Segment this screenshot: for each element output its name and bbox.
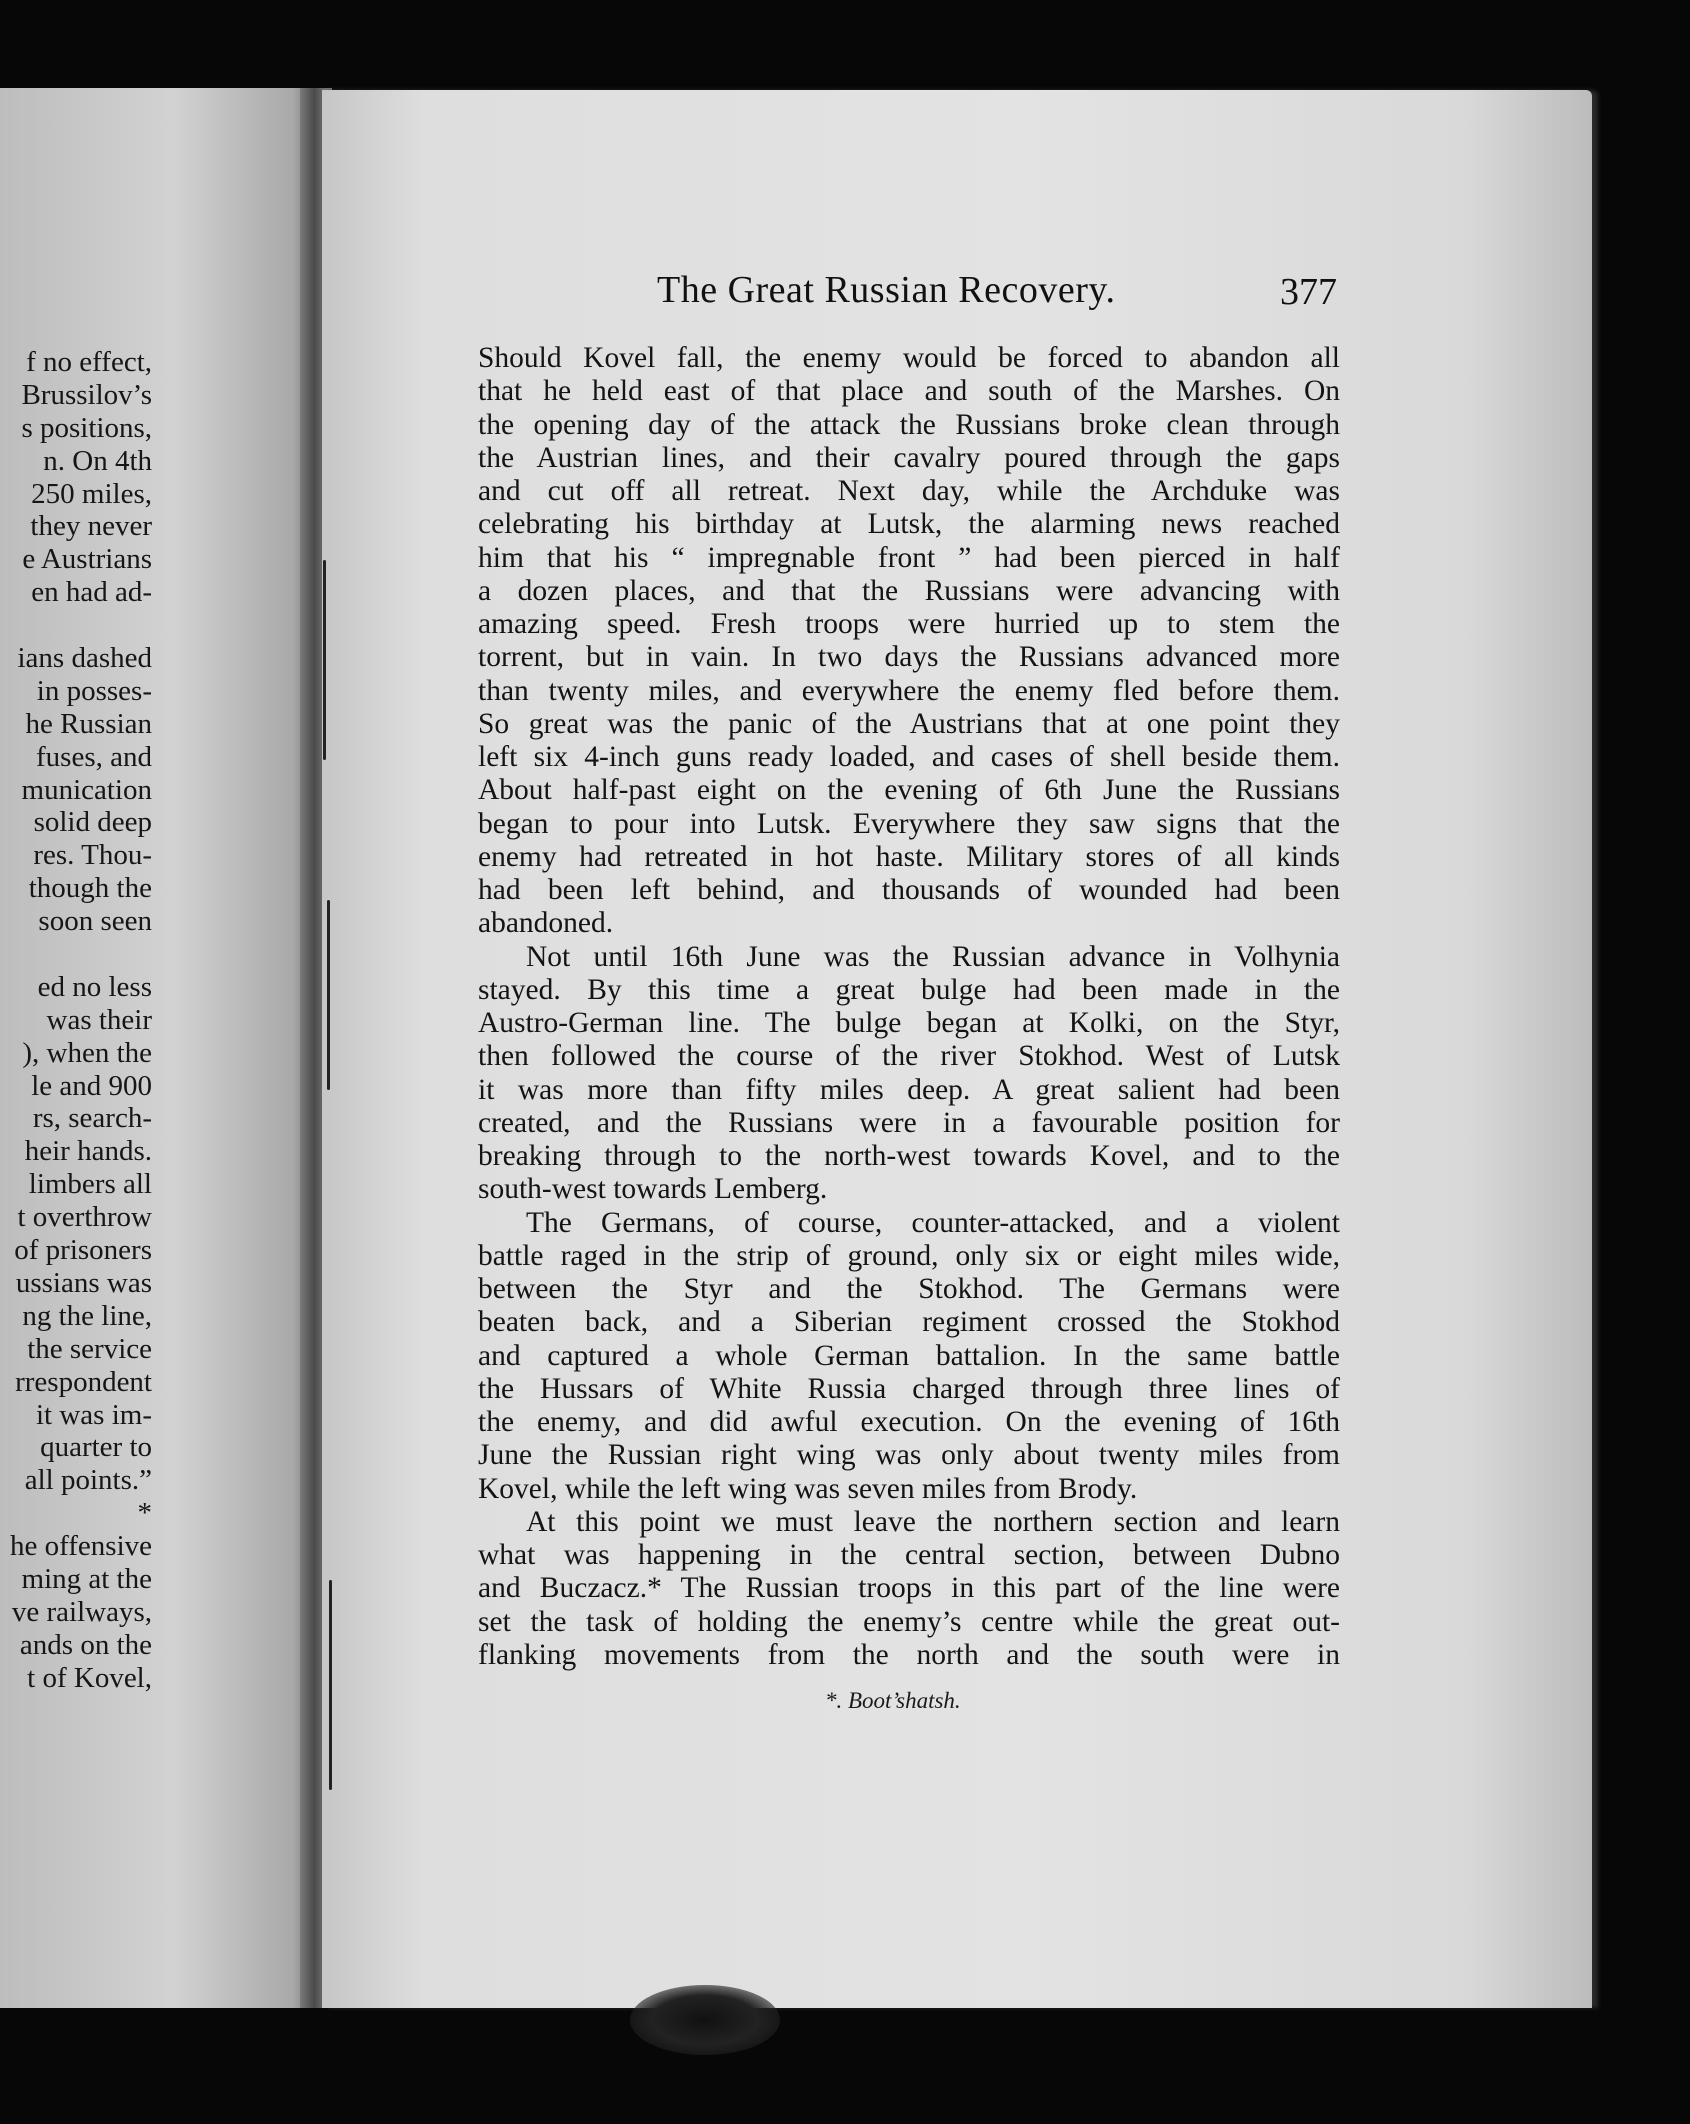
left-fragment-line: the service [27,1332,152,1365]
body-text [478,342,1340,1672]
left-fragment-line: ians dashed [17,642,152,675]
text-line: and Buczacz.* The Russian troops in this part of the line were [478,1572,1340,1605]
left-fragment-line: rs, search- [32,1102,152,1135]
left-fragment-line: was their [46,1003,152,1036]
text-line: Should Kovel fall, the enemy would be forced to abandon all [478,342,1340,374]
text-line: Austro-German line. The bulge began at Kolki, on the Styr, [478,1007,1340,1039]
text-line: battle raged in the strip of ground, only six or eight miles wide, [478,1239,1340,1272]
text-line: than twenty miles, and everywhere the enemy fled before them. [478,674,1340,707]
left-fragment-line: limbers all [28,1168,152,1201]
left-fragment-line: ), when the [22,1036,152,1069]
text-line: south-west towards Lemberg. [478,1173,828,1206]
text-line: breaking through to the north-west towards Kovel, and to the [478,1140,1340,1172]
left-fragment-line: res. Thou- [33,839,152,872]
left-fragment-line [0,609,152,642]
text-line: About half-past eight on the evening of 6th June the Russians [478,774,1340,807]
text-line: amazing speed. Fresh troops were hurried up to stem the [478,608,1340,640]
gutter-mark [327,900,330,1090]
left-fragment-line [0,938,152,971]
text-line: left six 4-inch guns ready loaded, and cases of shell beside them. [478,741,1340,773]
left-fragment-line: n. On 4th [43,444,152,477]
text-line: the enemy, and did awful execution. On the evening of 16th [478,1406,1340,1438]
left-fragment-line: ming at the [21,1562,152,1595]
left-fragment-line: of prisoners [14,1234,152,1267]
left-fragment-line: he offensive [10,1530,152,1563]
left-fragment-line: ed no less [37,970,152,1003]
text-line: celebrating his birthday at Lutsk, the alarming news reached [478,508,1340,541]
left-fragment-line: rrespondent [15,1365,152,1398]
text-line: and cut off all retreat. Next day, while the Archduke was [478,475,1340,507]
text-line: began to pour into Lutsk. Everywhere they saw signs that the [478,807,1340,840]
text-line: flanking movements from the north and the south were in [478,1638,1340,1671]
left-fragment-line: in posses- [36,674,152,707]
text-line: the Austrian lines, and their cavalry poured through the gaps [478,441,1340,474]
left-fragment-line: 250 miles, [31,477,152,510]
text-line: enemy had retreated in hot haste. Military stores of all kinds [478,840,1340,873]
text-line: Kovel, while the left wing was seven miles from Brody. [478,1472,1138,1505]
scan-ink-blot [630,1985,780,2055]
text-line: then followed the course of the river Stokhod. West of Lutsk [478,1040,1340,1073]
left-fragment-line: * [137,1497,152,1530]
left-fragment-line: he Russian [25,707,152,740]
left-fragment-line: ve railways, [11,1595,152,1628]
left-fragment-line: munication [21,773,152,806]
text-line: that he held east of that place and south of the Marshes. On [478,375,1340,408]
page-number: 377 [1280,271,1337,313]
running-head-title: The Great Russian Recovery. [657,269,1116,311]
left-fragment-line: en had ad- [31,576,152,609]
footnote: *. Boot’shatsh. [825,1688,961,1713]
text-line: a dozen places, and that the Russians were advancing with [478,574,1340,607]
text-line: had been left behind, and thousands of wounded had been [478,874,1340,906]
text-line: So great was the panic of the Austrians that at one point they [478,707,1340,740]
left-fragment-line: Brussilov’s [21,378,152,411]
left-fragment-line: all points.” [24,1464,152,1497]
text-line: abandoned. [478,907,614,940]
text-line: it was more than fifty miles deep. A great salient had been [478,1073,1340,1106]
left-fragment-line: it was im- [36,1398,152,1431]
gutter-mark [323,560,326,760]
text-line: stayed. By this time a great bulge had been made in the [478,973,1340,1006]
text-line: June the Russian right wing was only about twenty miles from [478,1439,1340,1472]
left-page-text-fragment [0,346,152,1695]
text-line: between the Styr and the Stokhod. The Germans were [478,1273,1340,1305]
left-fragment-line: ng the line, [22,1299,152,1332]
left-fragment-line: ands on the [19,1628,152,1661]
left-fragment-line: heir hands. [24,1135,152,1168]
left-fragment-line: t overthrow [17,1201,152,1234]
left-fragment-line: they never [30,510,152,543]
left-fragment-line: soon seen [38,905,152,938]
left-fragment-line: ussians was [15,1266,152,1299]
left-fragment-line: though the [28,872,152,905]
left-fragment-line: f no effect, [26,346,152,378]
text-line: At this point we must leave the northern section and learn [526,1505,1340,1538]
left-fragment-line: le and 900 [31,1069,152,1102]
left-fragment-line: solid deep [33,806,152,839]
text-line: set the task of holding the enemy’s centre while the great out- [478,1605,1340,1638]
running-head [657,268,1337,318]
text-line: The Germans, of course, counter-attacked, and a violent [526,1206,1340,1239]
left-fragment-line: quarter to [40,1431,152,1464]
gutter-mark [329,1580,332,1790]
text-line: what was happening in the central section, between Dubno [478,1539,1340,1571]
text-line: him that his “ impregnable front ” had been pierced in half [478,541,1340,574]
text-line: beaten back, and a Siberian regiment crossed the Stokhod [478,1306,1340,1339]
text-line: the opening day of the attack the Russians broke clean through [478,408,1340,441]
text-line: and captured a whole German battalion. In the same battle [478,1339,1340,1372]
text-line: Not until 16th June was the Russian advance in Volhynia [526,940,1340,973]
left-fragment-line: e Austrians [22,543,152,576]
text-line: created, and the Russians were in a favourable position for [478,1106,1340,1139]
text-line: torrent, but in vain. In two days the Russians advanced more [478,641,1340,674]
text-line: the Hussars of White Russia charged through three lines of [478,1372,1340,1405]
left-fragment-line: t of Kovel, [27,1661,152,1694]
left-fragment-line: s positions, [21,411,152,444]
left-fragment-line: fuses, and [36,740,152,773]
